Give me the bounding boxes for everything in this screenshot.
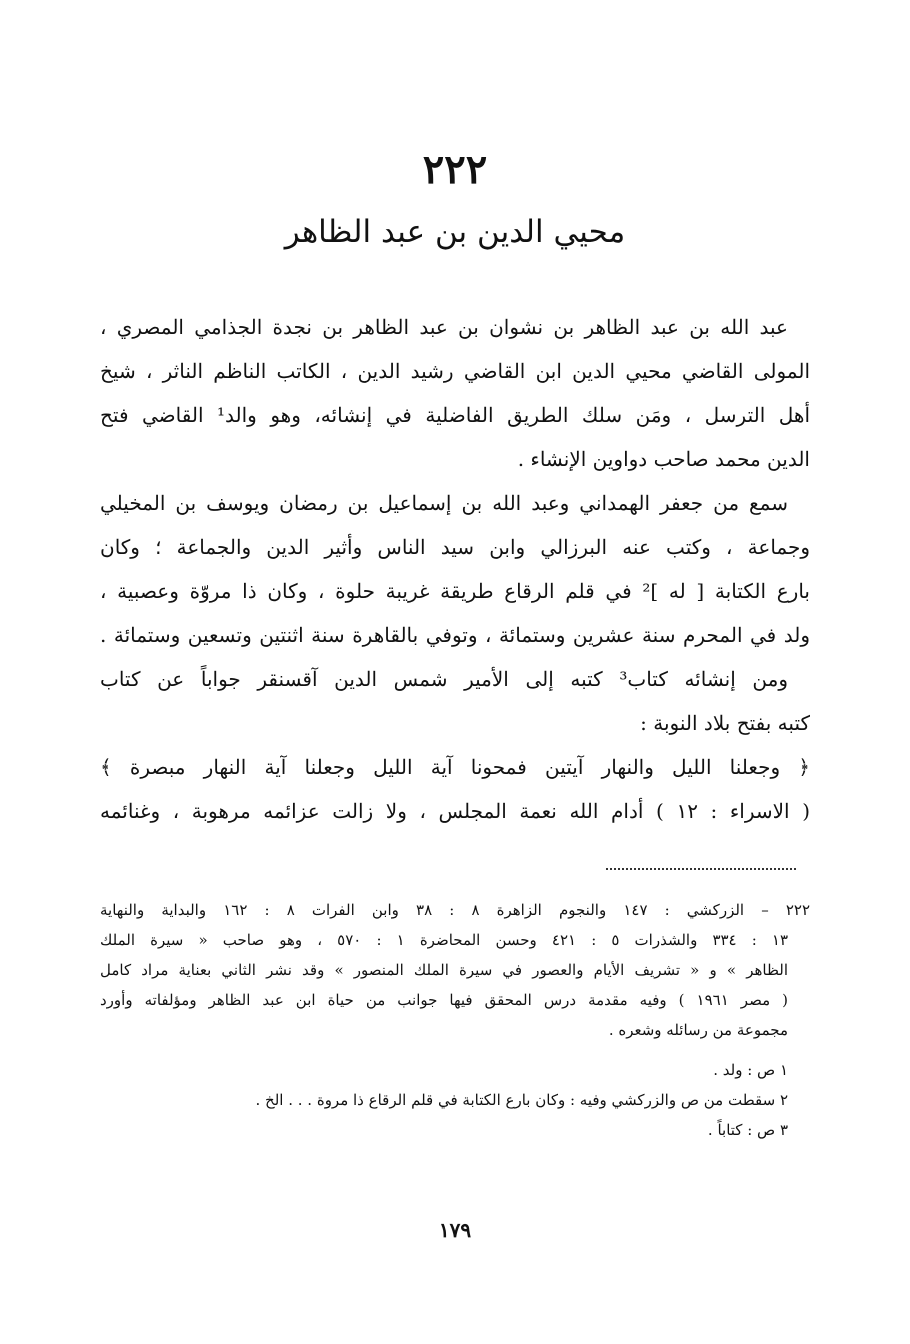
body-line: ولد في المحرم سنة عشرين وستمائة ، وتوفي بالقاهرة سنة اثنتين وتسعين وستمائة .	[100, 623, 810, 647]
footnote-source-line: ( مصر ١٩٦١ ) وفيه مقدمة درس المحقق فيها جوانب من حياة ابن عبد الظاهر ومؤلفاته وأورد	[100, 991, 788, 1009]
footnote-source-line: الظاهر » و « تشريف الأيام والعصور في سيرة الملك المنصور » وقد نشر الثاني بعناية مراد كامل	[100, 961, 788, 979]
footnote-source-line: ١٣ : ٣٣٤ والشذرات ٥ : ٤٢١ وحسن المحاضرة ١ : ٥٧٠ ، وهو صاحب « سيرة الملك	[100, 931, 789, 949]
footnotes	[100, 895, 810, 1145]
footnote-note: ١ ص : ولد .	[713, 1061, 788, 1079]
body-text	[100, 305, 810, 833]
body-line: كتبه بفتح بلاد النوبة :	[640, 711, 810, 735]
body-line: المولى القاضي محيي الدين ابن القاضي رشيد الدين ، الكاتب الناظم الناثر ، شيخ	[100, 359, 810, 383]
body-line: وجماعة ، وكتب عنه البرزالي وابن سيد الناس وأثير الدين والجماعة ؛ وكان	[100, 535, 810, 559]
footnote-note: ٣ ص : كتاباً .	[707, 1121, 788, 1139]
footnote-separator	[606, 868, 796, 870]
body-line: الدين محمد صاحب دواوين الإنشاء .	[517, 447, 810, 471]
body-line: أهل الترسل ، ومَن سلك الطريق الفاضلية في إنشائه، وهو والد¹ القاضي فتح	[100, 403, 810, 427]
body-line: بارع الكتابة [ له ]² في قلم الرقاع طريقة غريبة حلوة ، وكان ذا مروّة وعصبية ،	[100, 579, 810, 603]
body-line: سمع من جعفر الهمداني وعبد الله بن إسماعيل بن رمضان ويوسف بن المخيلي	[100, 491, 788, 515]
entry-title: محيي الدين بن عبد الظاهر	[284, 214, 626, 250]
footnote-note: ٢ سقطت من ص والزركشي وفيه : وكان بارع الكتابة في قلم الرقاع ذا مروة . . . الخ .	[255, 1091, 788, 1109]
footnote-source-line: ٢٢٢ – الزركشي : ١٤٧ والنجوم الزاهرة ٨ : ٣٨ وابن الفرات ٨ : ١٦٢ والبداية والنهاية	[100, 901, 810, 919]
page-number: ١٧٩	[438, 1218, 472, 1242]
footnote-source-line: مجموعة من رسائله وشعره .	[608, 1021, 788, 1039]
body-line: عبد الله بن عبد الظاهر بن نشوان بن عبد الظاهر بن نجدة الجذامي المصري ،	[100, 315, 788, 339]
entry-number: ٢٢٢	[422, 146, 488, 193]
body-line: ومن إنشائه كتاب³ كتبه إلى الأمير شمس الدين آقسنقر جواباً عن كتاب	[100, 667, 788, 691]
quran-verse-line: ﴿ وجعلنا الليل والنهار آيتين فمحونا آية الليل وجعلنا آية النهار مبصرة ﴾	[100, 755, 810, 779]
body-line: ( الاسراء : ١٢ ) أدام الله نعمة المجلس ، ولا زالت عزائمه مرهوبة ، وغنائمه	[100, 799, 810, 823]
